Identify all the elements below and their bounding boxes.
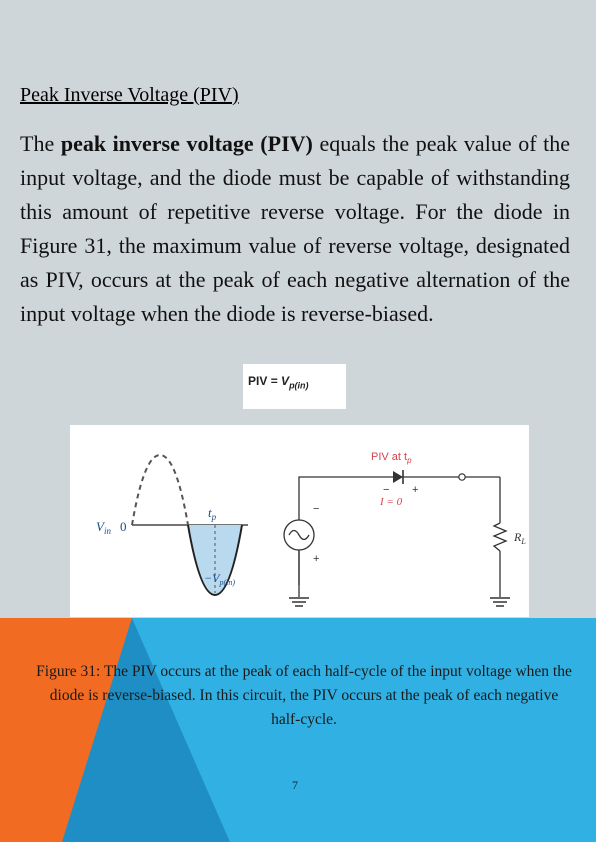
circuit	[284, 477, 506, 597]
figure-31	[70, 425, 529, 617]
source-minus: −	[313, 503, 320, 515]
diode-minus: −	[383, 484, 390, 496]
tp-label: $t_p$	[208, 505, 217, 522]
formula-lhs: PIV	[248, 374, 268, 388]
piv-at-tp-label: PIV at $t_p$	[371, 451, 412, 465]
current-label: I = 0	[380, 496, 403, 508]
half-wave-circuit-diagram	[70, 425, 529, 617]
rl-label: $R_L$	[514, 530, 526, 546]
diode-plus: +	[412, 484, 419, 496]
page-number: 7	[292, 778, 298, 792]
section-heading: Peak Inverse Voltage (PIV)	[20, 84, 239, 106]
zero-label: 0	[120, 519, 127, 534]
diode-symbol	[393, 471, 403, 483]
top-wire	[299, 477, 462, 585]
formula-sub: p(in)	[289, 380, 309, 391]
positive-half-dashed	[132, 455, 188, 525]
formula-eq: =	[270, 374, 278, 388]
piv-formula	[243, 364, 346, 409]
figure-caption: Figure 31: The PIV occurs at the peak of each half-cycle of the input voltage when the diode is reverse-biased. In this circuit, the PIV occurs at the peak of each negative half-cycle.	[36, 663, 572, 728]
source-plus: +	[313, 553, 320, 565]
neg-peak-label: $-V_{p(in)}$	[204, 571, 235, 587]
paragraph-rest: equals the peak value of the input voltage, and the diode must be capable of withstanding this amount of repetitive reverse voltage. For the diode in Figure 31, the maximum value of reverse voltage, designated as PIV, occurs at the peak of each negative alternation of the input voltage when the diode is reverse-biased.	[20, 131, 571, 326]
ground-left	[289, 598, 309, 606]
vin-label: $V_{in}$	[96, 519, 111, 536]
paragraph-intro: The	[20, 131, 55, 156]
paragraph-term: peak inverse voltage (PIV)	[60, 131, 313, 156]
formula-text	[248, 374, 309, 390]
body-paragraph	[20, 127, 570, 331]
ground-right	[490, 598, 510, 606]
input-waveform	[132, 455, 248, 595]
load-resistor	[494, 523, 506, 551]
formula-v: V	[281, 374, 290, 388]
output-terminal	[459, 474, 465, 480]
